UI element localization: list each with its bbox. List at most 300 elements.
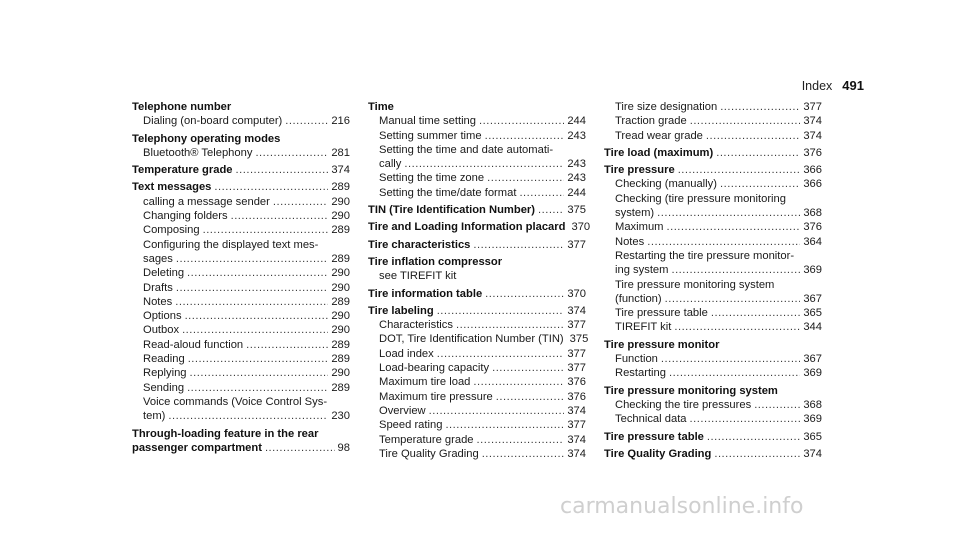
sub-entry xyxy=(132,295,350,309)
index-entry xyxy=(132,100,350,129)
sub-entry xyxy=(368,269,586,283)
entry-heading[interactable]: Through-loading feature in the rear xyxy=(132,427,319,440)
leader-dots xyxy=(473,375,564,389)
sub-entry xyxy=(604,129,822,143)
entry-heading: Tire characteristics xyxy=(368,238,471,251)
sub-entry xyxy=(604,177,822,191)
entry-line[interactable] xyxy=(143,209,350,223)
sub-entry-label: Maximum tire load xyxy=(379,376,471,389)
page-reference[interactable]: 367 xyxy=(803,292,822,305)
page-reference[interactable]: 290 xyxy=(331,267,350,280)
entry-heading: Tire Quality Grading xyxy=(604,447,712,460)
entry-line[interactable] xyxy=(604,447,822,461)
leader-dots xyxy=(714,447,800,461)
entry-line[interactable] xyxy=(379,404,586,418)
sub-entry-label: Replying xyxy=(143,367,187,380)
sub-entry-label: Tread wear grade xyxy=(615,129,703,142)
entry-line[interactable] xyxy=(379,418,586,432)
leader-dots xyxy=(678,163,801,177)
sub-entry-label: Overview xyxy=(379,404,426,417)
sub-entry xyxy=(132,266,350,280)
leader-dots xyxy=(187,381,328,395)
page-reference[interactable]: 367 xyxy=(803,353,822,366)
leader-dots xyxy=(487,171,564,185)
sub-entry-label: Maximum xyxy=(615,221,664,234)
sub-entry-label: Composing xyxy=(143,224,200,237)
entry-line[interactable] xyxy=(143,114,350,128)
page-reference[interactable]: 368 xyxy=(803,207,822,220)
sub-entry-text: Tire pressure monitoring system xyxy=(615,278,775,291)
page-reference[interactable]: 374 xyxy=(803,447,822,460)
leader-dots xyxy=(661,352,800,366)
entry-line[interactable] xyxy=(143,409,350,423)
sub-entry-label: Restarting xyxy=(615,367,666,380)
entry-line[interactable] xyxy=(615,177,822,191)
sub-entry xyxy=(132,146,350,160)
sub-entry-label: calling a message sender xyxy=(143,195,270,208)
sub-entry-label: Temperature grade xyxy=(379,433,474,446)
sub-entry-label: Notes xyxy=(143,295,173,308)
entry-line[interactable] xyxy=(379,361,586,375)
entry-heading: Tire and Loading Information placard xyxy=(368,221,566,234)
page-reference[interactable]: 289 xyxy=(331,381,350,394)
sub-entry xyxy=(368,332,589,346)
index-entry xyxy=(132,427,350,456)
entry-line[interactable] xyxy=(615,235,822,249)
page-reference[interactable]: 374 xyxy=(567,304,586,317)
sub-entry xyxy=(368,186,586,200)
page-reference[interactable]: 377 xyxy=(567,347,586,360)
leader-dots xyxy=(485,129,565,143)
leader-dots xyxy=(690,412,801,426)
leader-dots xyxy=(273,195,328,209)
entry-line[interactable] xyxy=(132,180,350,194)
page-reference[interactable]: 375 xyxy=(567,204,586,217)
leader-dots xyxy=(246,338,328,352)
sub-entry xyxy=(368,447,586,461)
entry-heading: Temperature grade xyxy=(132,164,233,177)
page-reference[interactable]: 344 xyxy=(803,321,822,334)
page-reference[interactable]: 377 xyxy=(567,238,586,251)
page-reference[interactable]: 369 xyxy=(803,413,822,426)
sub-entry xyxy=(604,320,822,334)
page-reference[interactable]: 377 xyxy=(803,101,822,113)
entry-line[interactable] xyxy=(368,304,586,318)
sub-entry-label: Tire pressure table xyxy=(615,307,708,320)
sub-entry-label: Read-aloud function xyxy=(143,338,244,351)
page-reference[interactable]: 243 xyxy=(567,129,586,142)
sub-entry-label: Function xyxy=(615,353,658,366)
leader-dots xyxy=(665,292,801,306)
sub-entry-label: (function) xyxy=(615,292,662,305)
page-reference[interactable]: 244 xyxy=(567,186,586,199)
page-reference[interactable]: 289 xyxy=(331,252,350,265)
leader-dots xyxy=(176,281,328,295)
page-reference[interactable]: 369 xyxy=(803,367,822,380)
entry-heading[interactable]: Tire pressure monitoring system xyxy=(604,384,778,397)
leader-dots xyxy=(492,361,564,375)
page-reference[interactable]: 290 xyxy=(331,367,350,380)
sub-entry-label: Notes xyxy=(615,235,645,248)
sub-entry xyxy=(604,235,822,249)
sub-entry-label: Checking (manually) xyxy=(615,178,717,191)
entry-heading: TIN (Tire Identification Number) xyxy=(368,204,535,217)
page-reference[interactable]: 370 xyxy=(567,287,586,300)
sub-entry xyxy=(604,366,822,380)
page-reference[interactable]: 377 xyxy=(567,319,586,332)
sub-entry-label: Setting the time/date format xyxy=(379,186,517,199)
entry-line[interactable] xyxy=(379,447,586,461)
leader-dots xyxy=(437,347,565,361)
leader-dots xyxy=(429,404,565,418)
sub-entry-label: Load-bearing capacity xyxy=(379,362,490,375)
entry-line[interactable] xyxy=(615,114,822,128)
index-entry xyxy=(604,447,822,461)
leader-dots xyxy=(168,409,328,423)
entry-line[interactable] xyxy=(379,332,589,346)
page-reference[interactable]: 374 xyxy=(567,404,586,417)
index-entry xyxy=(604,384,822,427)
entry-line[interactable] xyxy=(143,323,350,337)
sub-entry xyxy=(368,129,586,143)
page-reference[interactable]: 289 xyxy=(331,224,350,237)
entry-line[interactable] xyxy=(368,220,591,234)
entry-line[interactable] xyxy=(368,287,586,301)
page-reference[interactable]: 376 xyxy=(567,376,586,389)
entry-heading[interactable]: Telephony operating modes xyxy=(132,132,281,145)
index-column-3 xyxy=(604,100,822,464)
entry-line[interactable] xyxy=(615,292,822,306)
index-entry xyxy=(368,287,586,301)
page-reference[interactable]: 98 xyxy=(337,441,350,454)
entry-line[interactable] xyxy=(379,433,586,447)
sub-entry xyxy=(132,395,350,424)
sub-entry-text: Checking (tire pressure monitoring xyxy=(615,192,786,205)
leader-dots xyxy=(231,209,329,223)
page-reference[interactable]: 216 xyxy=(331,115,350,128)
watermark: carmanualsonline.info xyxy=(560,494,804,519)
sub-entry xyxy=(604,220,822,234)
entry-line[interactable] xyxy=(615,129,822,143)
leader-dots xyxy=(190,366,329,380)
index-entry xyxy=(604,146,822,160)
entry-line[interactable] xyxy=(379,318,586,332)
page-reference[interactable]: 366 xyxy=(803,178,822,191)
index-entry xyxy=(368,100,586,200)
index-entry xyxy=(368,203,586,217)
sub-entry xyxy=(368,433,586,447)
sub-entry xyxy=(132,281,350,295)
leader-dots xyxy=(707,430,800,444)
sub-entry xyxy=(368,375,586,389)
leader-dots xyxy=(255,146,328,160)
entry-heading[interactable]: Telephone number xyxy=(132,101,232,113)
sub-entry-label: Traction grade xyxy=(615,115,687,128)
entry-line[interactable] xyxy=(615,412,822,426)
sub-entry xyxy=(368,318,586,332)
sub-entry-label: Bluetooth® Telephony xyxy=(143,146,253,159)
section-title: Index xyxy=(801,79,833,93)
sub-entry-label: Changing folders xyxy=(143,210,228,223)
entry-line[interactable] xyxy=(379,171,586,185)
sub-entry-text: Setting the time and date automati- xyxy=(379,143,554,156)
entry-line[interactable] xyxy=(379,390,586,404)
sub-entry-text: Voice commands (Voice Control Sys- xyxy=(143,395,328,408)
entry-line[interactable] xyxy=(615,306,822,320)
leader-dots xyxy=(720,177,800,191)
entry-line[interactable] xyxy=(132,441,350,455)
entry-heading-cont: passenger compartment xyxy=(132,441,262,454)
leader-dots xyxy=(519,186,564,200)
entry-heading: Tire information table xyxy=(368,287,483,300)
sub-entry xyxy=(604,352,822,366)
index-entry xyxy=(368,255,586,284)
sub-entry xyxy=(132,195,350,209)
sub-entry-label: Dialing (on-board computer) xyxy=(143,115,283,128)
leader-dots xyxy=(473,238,564,252)
index-entry xyxy=(368,304,589,461)
leader-dots xyxy=(185,309,329,323)
sub-entry xyxy=(604,249,822,278)
leader-dots xyxy=(482,447,565,461)
leader-dots xyxy=(669,366,800,380)
sub-entry xyxy=(368,361,586,375)
entry-line[interactable] xyxy=(143,146,350,160)
index-entry xyxy=(132,180,350,423)
index-column-1 xyxy=(132,100,350,458)
leader-dots xyxy=(285,114,328,128)
index-entry xyxy=(132,163,350,177)
entry-line[interactable] xyxy=(615,352,822,366)
leader-dots xyxy=(690,114,801,128)
page-reference[interactable]: 377 xyxy=(567,362,586,375)
leader-dots xyxy=(187,266,328,280)
entry-line[interactable] xyxy=(143,338,350,352)
sub-entry xyxy=(368,114,586,128)
sub-entry-label: Deleting xyxy=(143,267,185,280)
entry-line[interactable] xyxy=(132,163,350,177)
sub-entry-text: Configuring the displayed text mes- xyxy=(143,238,319,251)
sub-entry-label: Checking the tire pressures xyxy=(615,398,752,411)
sub-entry xyxy=(132,114,350,128)
page-reference[interactable]: 366 xyxy=(803,164,822,177)
entry-line[interactable] xyxy=(615,366,822,380)
sub-entry-label: Tire size designation xyxy=(615,101,718,113)
sub-entry xyxy=(132,323,350,337)
entry-line[interactable] xyxy=(615,100,822,114)
page-reference[interactable]: 374 xyxy=(331,164,350,177)
index-entry xyxy=(368,238,586,252)
leader-dots xyxy=(477,433,565,447)
leader-dots xyxy=(716,146,800,160)
page-reference[interactable]: 374 xyxy=(803,115,822,128)
entry-line[interactable] xyxy=(615,320,822,334)
page-reference[interactable]: 374 xyxy=(803,129,822,142)
entry-line[interactable] xyxy=(143,281,350,295)
entry-line[interactable] xyxy=(143,252,350,266)
sub-entry-label: Characteristics xyxy=(379,319,453,332)
entry-line[interactable] xyxy=(379,129,586,143)
entry-line[interactable] xyxy=(615,398,822,412)
leader-dots xyxy=(485,287,564,301)
entry-line[interactable] xyxy=(143,266,350,280)
entry-line[interactable] xyxy=(143,366,350,380)
page-reference[interactable]: 376 xyxy=(803,221,822,234)
sub-entry xyxy=(604,278,822,307)
page-reference[interactable]: 289 xyxy=(331,353,350,366)
page-number: 491 xyxy=(842,78,864,93)
leader-dots xyxy=(404,157,564,171)
entry-line[interactable] xyxy=(379,186,586,200)
sub-entry xyxy=(368,418,586,432)
sub-entry xyxy=(368,171,586,185)
page-reference[interactable]: 289 xyxy=(331,181,350,194)
sub-entry-label: Maximum tire pressure xyxy=(379,390,493,403)
page-reference[interactable]: 370 xyxy=(571,221,591,234)
leader-dots xyxy=(265,441,335,455)
leader-dots xyxy=(236,163,329,177)
page-reference[interactable]: 374 xyxy=(567,447,586,460)
leader-dots xyxy=(479,114,564,128)
sub-entry xyxy=(604,412,822,426)
entry-heading[interactable]: Time xyxy=(368,101,394,113)
entry-heading: Tire pressure table xyxy=(604,430,704,443)
sub-entry-label: TIREFIT kit xyxy=(615,321,672,334)
entry-heading[interactable]: Tire inflation compressor xyxy=(368,255,503,268)
page-reference[interactable]: 375 xyxy=(569,333,589,346)
index-entry xyxy=(604,430,822,444)
entry-line[interactable] xyxy=(615,206,822,220)
entry-line[interactable] xyxy=(143,223,350,237)
page-reference[interactable]: 290 xyxy=(331,210,350,223)
page-reference[interactable]: 365 xyxy=(803,430,822,443)
sub-entry xyxy=(368,404,586,418)
sub-entry-label: Tire Quality Grading xyxy=(379,447,479,460)
index-entry xyxy=(604,163,822,335)
sub-entry xyxy=(604,192,822,221)
leader-dots xyxy=(182,323,328,337)
entry-line[interactable] xyxy=(379,114,586,128)
index-entry xyxy=(604,338,822,381)
sub-entry xyxy=(604,100,822,114)
entry-line[interactable] xyxy=(615,220,822,234)
entry-line[interactable] xyxy=(143,309,350,323)
page-reference[interactable]: 368 xyxy=(803,398,822,411)
entry-line[interactable] xyxy=(615,263,822,277)
leader-dots xyxy=(674,320,800,334)
page-reference[interactable]: 243 xyxy=(567,172,586,185)
page-reference[interactable]: 369 xyxy=(803,264,822,277)
leader-dots xyxy=(706,129,800,143)
page-reference[interactable]: 290 xyxy=(331,281,350,294)
entry-heading: Tire pressure xyxy=(604,164,675,177)
sub-entry-label: Speed rating xyxy=(379,419,443,432)
leader-dots xyxy=(647,235,800,249)
sub-entry-label: Technical data xyxy=(615,413,687,426)
page-reference[interactable]: 376 xyxy=(803,146,822,159)
entry-line[interactable] xyxy=(143,195,350,209)
sub-entry xyxy=(132,366,350,380)
entry-line[interactable] xyxy=(143,381,350,395)
entry-line[interactable] xyxy=(379,375,586,389)
index-entry xyxy=(132,132,350,161)
entry-line[interactable] xyxy=(143,352,350,366)
leader-dots xyxy=(437,304,565,318)
sub-entry-label: system) xyxy=(615,207,655,220)
sub-entry xyxy=(368,143,586,172)
entry-line[interactable] xyxy=(604,430,822,444)
sub-entry xyxy=(368,390,586,404)
sub-entry xyxy=(132,238,350,267)
sub-entry-label: Options xyxy=(143,310,182,323)
leader-dots xyxy=(496,390,565,404)
leader-dots xyxy=(671,263,800,277)
entry-line[interactable] xyxy=(604,163,822,177)
entry-heading: Tire load (maximum) xyxy=(604,146,714,159)
leader-dots xyxy=(445,418,564,432)
page-reference[interactable]: 281 xyxy=(331,146,350,159)
page-reference[interactable]: 290 xyxy=(331,310,350,323)
sub-entry-label: Sending xyxy=(143,381,185,394)
leader-dots xyxy=(666,220,800,234)
leader-dots xyxy=(456,318,564,332)
sub-entry xyxy=(604,114,822,128)
page-reference[interactable]: 290 xyxy=(331,324,350,337)
sub-entry-label: DOT, Tire Identification Number (TIN) xyxy=(379,333,564,346)
page-reference[interactable]: 230 xyxy=(331,410,350,423)
page-reference[interactable]: 243 xyxy=(567,158,586,171)
sub-entry-text: Restarting the tire pressure monitor- xyxy=(615,249,795,262)
entry-line[interactable] xyxy=(143,295,350,309)
sub-entry-label: Reading xyxy=(143,353,185,366)
page-reference[interactable]: 365 xyxy=(803,307,822,320)
page-reference[interactable]: 290 xyxy=(331,195,350,208)
page-reference[interactable]: 289 xyxy=(331,295,350,308)
entry-heading: Text messages xyxy=(132,181,212,194)
sub-entry xyxy=(604,398,822,412)
page-reference[interactable]: 376 xyxy=(567,390,586,403)
entry-line[interactable] xyxy=(379,157,586,171)
sub-entry-label: Drafts xyxy=(143,281,173,294)
leader-dots xyxy=(203,223,329,237)
sub-entry-label: Setting summer time xyxy=(379,129,482,142)
entry-line[interactable] xyxy=(368,203,586,217)
page-reference[interactable]: 244 xyxy=(567,115,586,128)
entry-line[interactable] xyxy=(604,146,822,160)
leader-dots xyxy=(176,252,328,266)
sub-entry-label: Load index xyxy=(379,347,434,360)
entry-line[interactable] xyxy=(379,347,586,361)
entry-heading[interactable]: Tire pressure monitor xyxy=(604,338,720,351)
leader-dots xyxy=(711,306,800,320)
page-reference[interactable]: 377 xyxy=(567,419,586,432)
sub-entry-label: Outbox xyxy=(143,324,180,337)
sub-entry xyxy=(132,338,350,352)
sub-entry-label: tem) xyxy=(143,410,166,423)
page-reference[interactable]: 374 xyxy=(567,433,586,446)
sub-entry xyxy=(132,381,350,395)
sub-entry-label: sages xyxy=(143,252,173,265)
page-reference[interactable]: 364 xyxy=(803,235,822,248)
sub-entry xyxy=(132,209,350,223)
sub-entry xyxy=(604,306,822,320)
sub-entry-label: ing system xyxy=(615,264,669,277)
entry-line[interactable] xyxy=(368,238,586,252)
sub-entry-label: Setting the time zone xyxy=(379,172,485,185)
sub-entry-label: Manual time setting xyxy=(379,115,477,128)
leader-dots xyxy=(175,295,328,309)
page-reference[interactable]: 289 xyxy=(331,338,350,351)
